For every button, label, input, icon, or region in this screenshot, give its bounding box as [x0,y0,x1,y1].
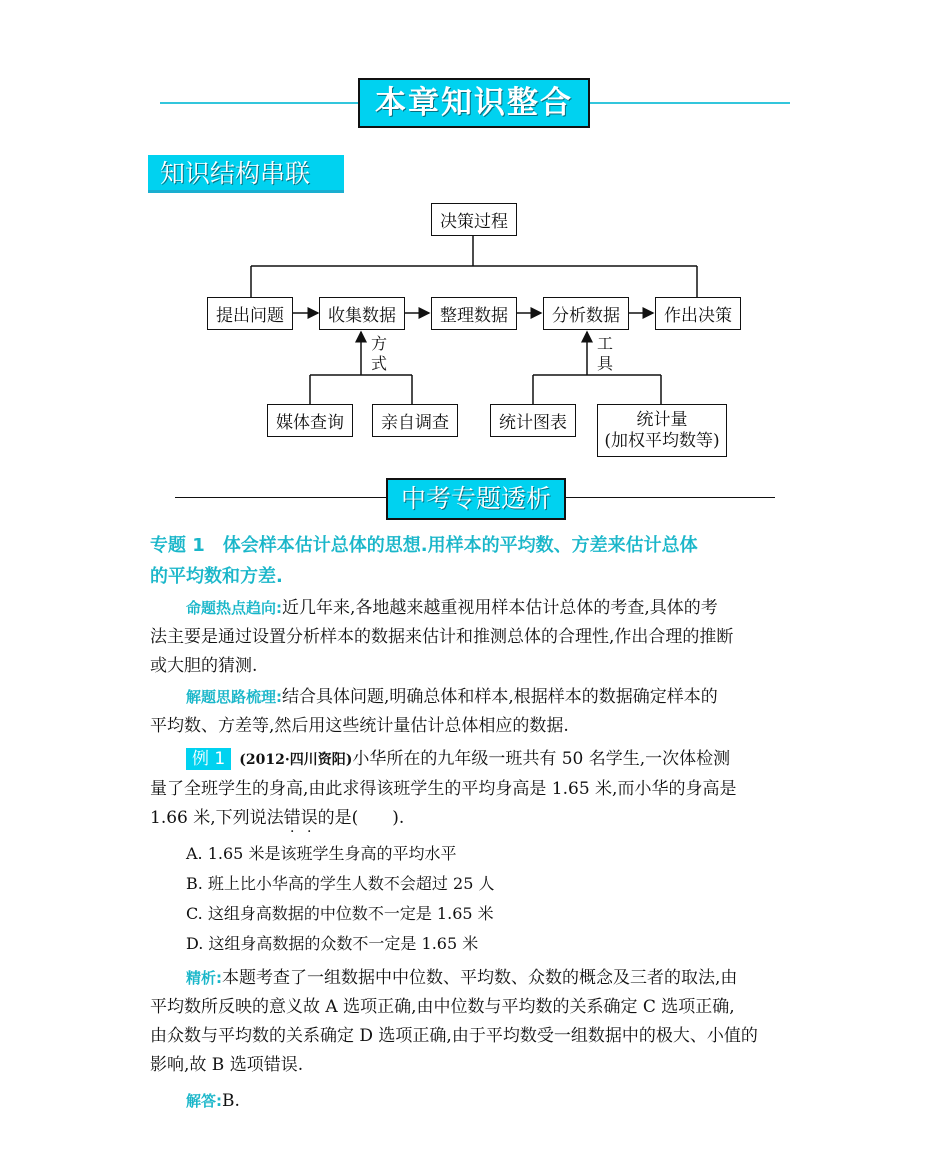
flow-box-collect-data: 收集数据 [319,297,405,330]
flow-box-self-survey: 亲自调查 [372,404,458,437]
flow-box-stat-charts: 统计图表 [490,404,576,437]
chapter-title: 本章知识整合 [358,78,590,128]
approach-line1 [186,683,806,712]
approach-text1: 结合具体问题,明确总体和样本,根据样本的数据确定样本的 [282,687,718,707]
exam-banner-line-left [175,497,387,498]
flow-box-media-query: 媒体查询 [267,404,353,437]
example-line2: 量了全班学生的身高,由此求得该班学生的平均身高是 1.65 米,而小华的身高是 [150,779,737,799]
option-b: B. 班上比小华高的学生人数不会超过 25 人 [186,874,495,893]
flow-box-raise-question: 提出问题 [207,297,293,330]
trend-line3: 或大胆的猜测. [150,656,258,676]
flow-box-analyze-data: 分析数据 [543,297,629,330]
topic-title-line1: 专题 1 体会样本估计总体的思想.用样本的平均数、方差来估计总体 [150,535,698,556]
example-tag: 例 1 [186,748,231,770]
trend-line1 [186,594,806,623]
example-source: (2012·四川资阳) [239,752,353,768]
analysis-line3: 由众数与平均数的关系确定 D 选项正确,由于平均数受一组数据中的极大、小值的 [150,1026,758,1046]
flow-label-tool: 工具 [597,334,614,373]
section-exam-analysis: 中考专题透析 [386,478,566,520]
analysis-line2: 平均数所反映的意义故 A 选项正确,由中位数与平均数的关系确定 C 选项正确, [150,997,735,1017]
topic-title-line2: 的平均数和方差. [150,566,283,587]
option-c: C. 这组身高数据的中位数不一定是 1.65 米 [186,904,494,923]
flow-box-decision-process: 决策过程 [431,203,517,236]
section-knowledge-structure: 知识结构串联 [148,155,344,193]
answer-text: B. [222,1091,240,1111]
approach-label: 解题思路梳理: [186,688,282,706]
analysis-text1: 本题考查了一组数据中中位数、平均数、众数的概念及三者的取法,由 [222,968,738,988]
example-text3b: 的是( ). [317,808,405,828]
emphasis-char-1: 错 [283,808,301,828]
trend-text1: 近几年来,各地越来越重视用样本估计总体的考查,具体的考 [282,598,718,618]
exam-banner-line-right [565,497,775,498]
flow-label-method: 方式 [371,334,388,373]
emphasis-char-2: 误 [300,808,318,828]
answer-label: 解答: [186,1092,222,1110]
flow-box-statistics [597,404,727,457]
analysis-label: 精析: [186,969,222,987]
answer-line [186,1087,806,1116]
example-text1: 小华所在的九年级一班共有 50 名学生,一次体检测 [352,749,731,769]
example-line1 [186,745,806,775]
flow-box-statistics-line1: 统计量 [636,409,688,430]
option-a: A. 1.65 米是该班学生身高的平均水平 [186,844,457,863]
flow-box-statistics-line2: (加权平均数等) [604,430,720,451]
flow-box-make-decision: 作出决策 [655,297,741,330]
analysis-line4: 影响,故 B 选项错误. [150,1055,304,1075]
analysis-line1 [186,964,806,993]
flow-box-organize-data: 整理数据 [431,297,517,330]
option-d: D. 这组身高数据的众数不一定是 1.65 米 [186,934,479,953]
example-line3 [150,804,800,833]
example-text3a: 1.66 米,下列说法 [150,808,284,828]
approach-line2: 平均数、方差等,然后用这些统计量估计总体相应的数据. [150,716,569,736]
trend-label: 命题热点趋向: [186,599,282,617]
trend-line2: 法主要是通过设置分析样本的数据来估计和推测总体的合理性,作出合理的推断 [150,627,734,647]
